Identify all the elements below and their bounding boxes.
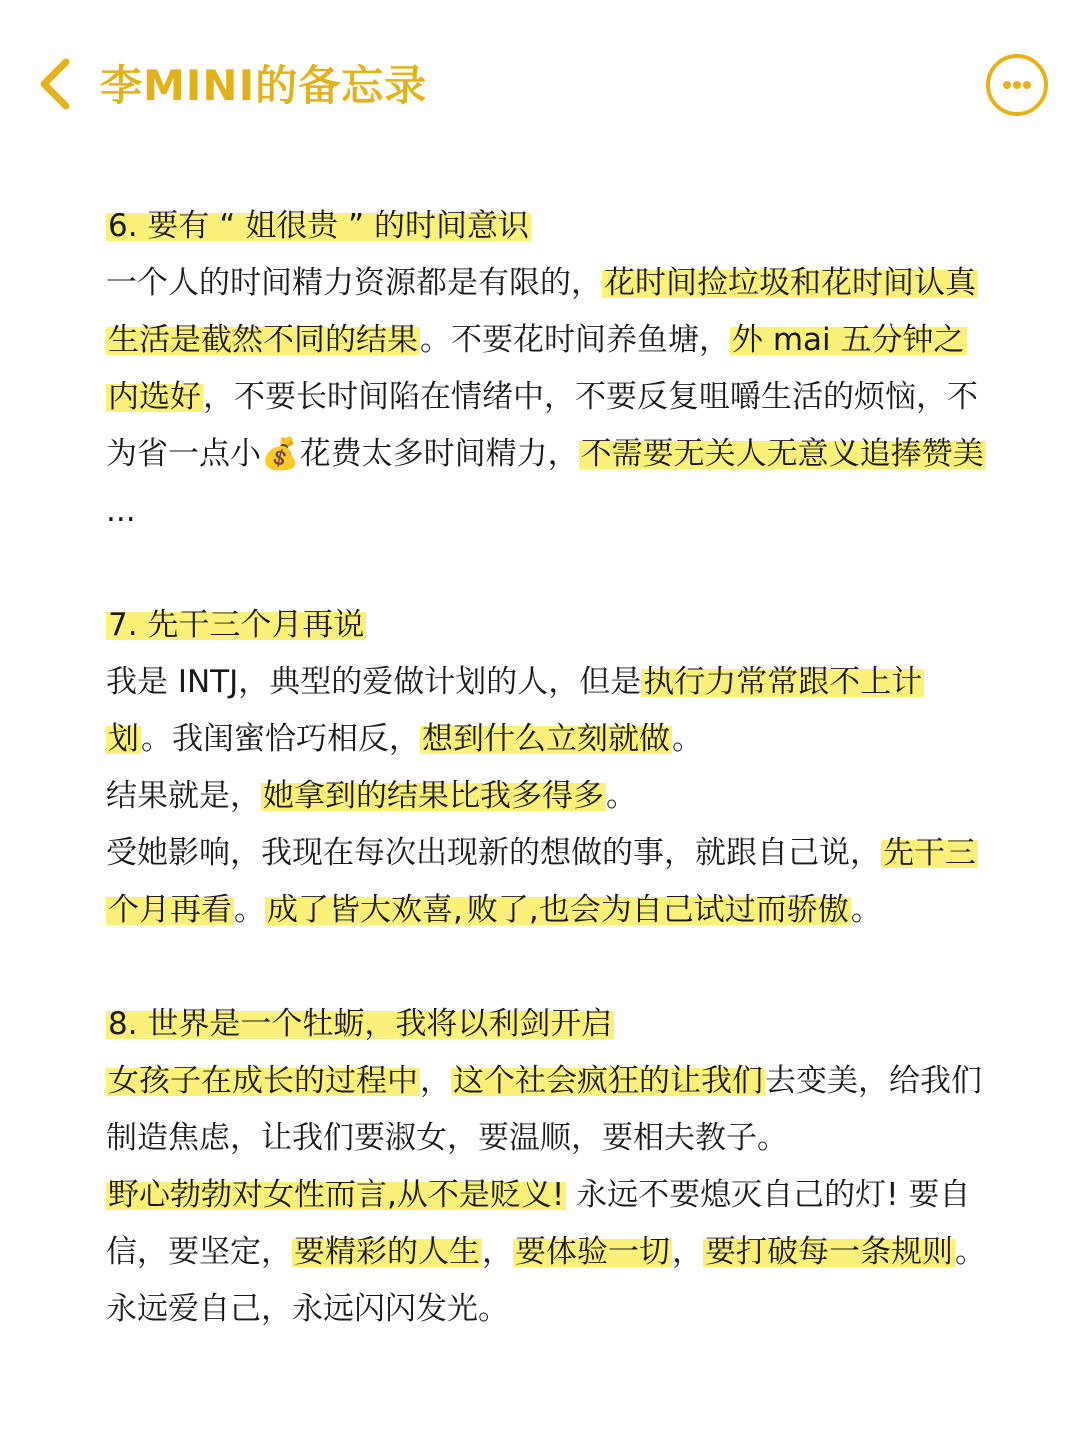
back-button[interactable] [32, 52, 88, 116]
highlighted-text: 要打破每一条规则 [705, 1234, 953, 1270]
highlighted-text: 要体验一切 [515, 1234, 670, 1270]
note-body [106, 198, 986, 1338]
body-text: ， [482, 1234, 513, 1270]
paragraph [106, 654, 986, 768]
highlighted-heading-text: 6. 要有 “ 姐很贵 ” 的时间意识 [108, 208, 529, 244]
more-button[interactable] [986, 54, 1048, 116]
section-heading [106, 198, 986, 255]
highlighted-text: 不需要无关人无意义追捧赞美 [580, 436, 984, 472]
body-text: ... [106, 493, 136, 529]
paragraph [106, 768, 986, 825]
highlighted-text: 想到什么立刻就做 [422, 721, 670, 757]
highlighted-text: 野心勃勃对女性而言,从不是贬义! [108, 1177, 565, 1213]
body-text: ， [672, 1234, 703, 1270]
highlighted-text: 执行力常常跟不上计划 [108, 664, 923, 757]
highlighted-text: 成了皆大欢喜, [267, 892, 463, 928]
body-text: 。永远爱自己，永远闪闪发光。 [106, 1234, 986, 1327]
paragraph [106, 825, 986, 939]
more-dot [1023, 81, 1031, 89]
body-text: 受她影响，我现在每次出现新的想做的事，就跟自己说， [106, 835, 881, 871]
body-text: 。 [672, 721, 703, 757]
highlighted-text: 这个社会疯狂的让我们 [453, 1063, 763, 1099]
note-section [106, 996, 986, 1338]
body-text: 。 [850, 892, 882, 928]
chevron-left-icon [32, 52, 88, 116]
body-text: ，不要长时间陷在情绪中，不要反复咀嚼生活的烦恼，不为省一点小💰花费太多时间精力， [106, 379, 978, 472]
body-text: 。我闺蜜恰巧相反， [141, 721, 420, 757]
paragraph [106, 1167, 986, 1338]
section-heading [106, 597, 986, 654]
section-heading [106, 996, 986, 1053]
body-text: 。不要花时间养鱼塘， [420, 322, 730, 358]
body-text: 。 [234, 892, 265, 928]
paragraph [106, 1053, 986, 1167]
highlighted-text: 花时间捡垃圾和花时间认真生活是截然不同的结果 [108, 265, 976, 358]
paragraph [106, 255, 986, 540]
more-horizontal-icon [1003, 81, 1011, 89]
body-text: 一个人的时间精力资源都是有限的， [106, 265, 602, 301]
note-section [106, 597, 986, 939]
nav-bar [0, 0, 1080, 160]
note-section [106, 198, 986, 540]
highlighted-heading-text: 8. 世界是一个牡蛎，我将以利剑开启 [108, 1006, 613, 1042]
highlighted-text: 要精彩的人生 [294, 1234, 480, 1270]
body-text: 永远不要熄灭自己的灯! 要自信，要坚定， [106, 1177, 971, 1270]
highlighted-text: 外 mai 五分钟之内选好 [108, 322, 965, 415]
more-dot [1013, 81, 1021, 89]
body-text: 我是 INTJ，典型的爱做计划的人，但是 [106, 664, 642, 700]
body-text: 结果就是， [106, 778, 261, 814]
body-text: ， [420, 1063, 451, 1099]
highlighted-text: 先干三个月再看 [108, 835, 976, 928]
page-title: 李MINI的备忘录 [100, 61, 428, 110]
highlighted-text: 败了,也会为自己试过而骄傲 [466, 892, 849, 928]
highlighted-heading-text: 7. 先干三个月再说 [108, 607, 365, 643]
body-text: 去变美，给我们制造焦虑，让我们要淑女，要温顺，要相夫教子。 [106, 1063, 982, 1156]
highlighted-text: 女孩子在成长的过程中 [108, 1063, 418, 1099]
highlighted-text: 她拿到的结果比我多得多 [263, 778, 604, 814]
body-text: 。 [606, 778, 637, 814]
